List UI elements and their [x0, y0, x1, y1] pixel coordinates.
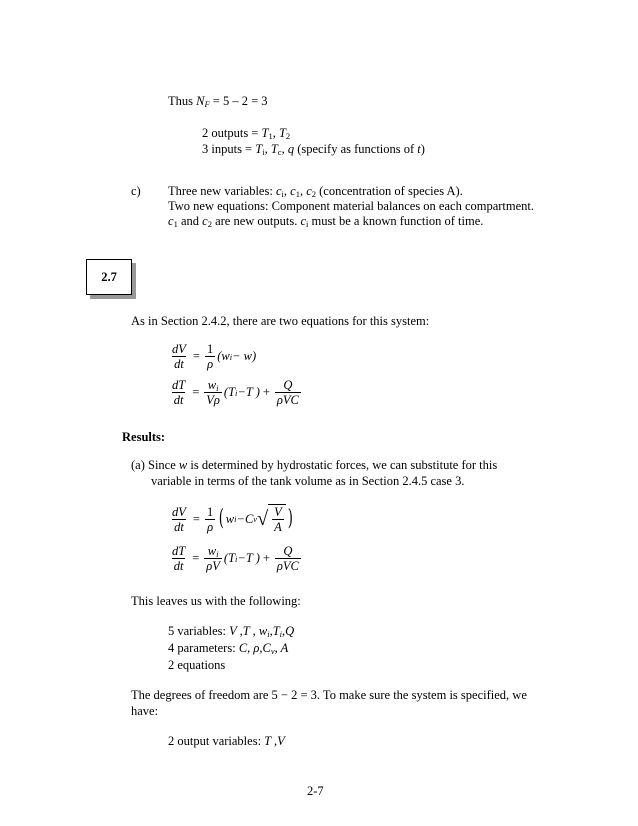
mid: ,T — [269, 624, 280, 638]
frac-1-rho — [205, 342, 215, 372]
q-symbol: q — [287, 142, 295, 156]
num: Q — [283, 544, 293, 558]
part-a-line1 — [131, 458, 497, 473]
den: ρVC — [276, 393, 299, 408]
open-paren: ( — [218, 506, 225, 532]
sep: , — [299, 184, 307, 198]
minus-cv: −C — [236, 511, 254, 526]
den: dt — [174, 357, 184, 372]
den: dt — [173, 393, 184, 408]
section-intro: As in Section 2.4.2, there are two equations for this system: — [131, 314, 430, 328]
t2-symbol: T — [278, 126, 286, 140]
c1-sub: 1 — [173, 219, 178, 229]
den: dt — [173, 559, 184, 574]
rhs-end: − w) — [232, 349, 257, 364]
c2-sub: 2 — [207, 219, 212, 229]
parameters-line — [168, 641, 288, 656]
equation-2: $\frac{dT}{dt}$ = $\frac{w_i}{V\rho}$ (T i −T ) + $\frac{Q}{\text{ρVC}}$ — [172, 378, 299, 408]
part-c-line3 — [168, 214, 483, 229]
equation-4: $\frac{dT}{dt}$ = $\frac{w_i}{\rho V}$ (T i −T ) + $\frac{Q}{\text{ρVC}}$ — [172, 544, 299, 574]
t1-symbol: T — [261, 126, 269, 140]
sep: , — [272, 126, 279, 140]
mid: are new outputs. — [211, 214, 301, 228]
num: 1 — [206, 504, 214, 519]
ti-close: −T ) — [237, 551, 260, 566]
num: dT — [172, 378, 186, 392]
dof-line2: have: — [131, 704, 159, 718]
ti-sub: i — [262, 147, 265, 157]
end: must be a known function of time. — [308, 214, 484, 228]
sep: , — [281, 142, 288, 156]
ti-open: (T — [223, 385, 236, 400]
wi-sub: i — [267, 629, 270, 639]
end: ,Q — [282, 624, 295, 638]
sep: , — [283, 184, 291, 198]
dof-line1 — [131, 688, 527, 703]
prefix: (a) Since — [131, 458, 179, 472]
frac-wi-rhoV — [204, 544, 222, 574]
equals: = — [192, 385, 200, 400]
equals: = — [192, 511, 200, 526]
frac-wi-Vrho — [204, 378, 222, 408]
num: dV — [172, 504, 186, 519]
results-label: Results: — [122, 430, 166, 444]
prefix: 2 output variables: — [168, 734, 265, 748]
w-symbol: w — [178, 458, 188, 472]
ti-symbol: T — [255, 142, 263, 156]
nf-prefix: Thus — [168, 94, 197, 108]
part-c-label: c) — [131, 184, 141, 198]
wi-sub: i — [216, 383, 219, 393]
plus: + — [262, 551, 270, 566]
c1-symbol: c — [290, 184, 296, 198]
list: T ,V — [264, 734, 285, 748]
close-paren: ) — [420, 142, 425, 156]
end: , A — [274, 641, 289, 655]
ti-open: (T — [223, 551, 236, 566]
num: 1 — [206, 342, 214, 356]
tc-symbol: T — [270, 142, 278, 156]
wi: w — [207, 378, 217, 392]
den: ρVC — [276, 559, 299, 574]
ci-sub: i — [281, 189, 284, 199]
line1-prefix: Three new variables: — [168, 184, 276, 198]
line1-suffix: (concentration of species A). — [316, 184, 463, 198]
frac-dT-dt — [170, 544, 187, 574]
t2-sub: 2 — [285, 131, 291, 141]
section-number: 2.7 — [101, 269, 117, 284]
den: Vρ — [206, 393, 220, 408]
ci-symbol: c — [275, 184, 282, 198]
variables-line — [168, 624, 294, 639]
num: dV — [172, 342, 186, 356]
ti-sub: i — [279, 629, 283, 639]
c2-sub: 2 — [311, 189, 316, 199]
inputs-line — [202, 142, 425, 157]
wi: w — [207, 544, 217, 558]
outputs-prefix: 2 outputs = — [202, 126, 262, 140]
c1-symbol: c — [168, 214, 174, 228]
wi: w — [225, 511, 235, 526]
tc-sub: c — [277, 147, 282, 157]
equation-1: $\frac{dV}{dt}$ = $\frac{1}{\rho}$ (w i − w) — [172, 342, 257, 372]
den: ρ — [207, 357, 214, 372]
ti-close: −T ) — [237, 385, 260, 400]
c2-symbol: c — [202, 214, 208, 228]
nf-subscript: F — [204, 99, 210, 109]
part-c-line2: Two new equations: Component material balances on each compartment. — [168, 199, 535, 213]
nf-rest: = 5 – 2 = 3 — [209, 94, 268, 108]
cv-sub: v — [270, 646, 275, 656]
t-symbol: t — [417, 142, 421, 156]
frac-dV-dt — [170, 342, 188, 372]
plus: + — [262, 385, 270, 400]
c2-symbol: c — [306, 184, 312, 198]
equals: = — [192, 551, 200, 566]
num: V — [274, 505, 282, 519]
nf-line — [168, 94, 268, 109]
frac-dV-dt — [170, 505, 188, 535]
frac-dT-dt — [170, 378, 187, 408]
rhs: (w — [217, 349, 230, 364]
part-a-line2: variable in terms of the tank volume as in Section 2.4.5 case 3. — [151, 474, 465, 488]
equation-3: $\frac{dV}{dt}$ = $\frac{1}{\rho}$ ( w i −C v √ $\frac{V}{A}$ ) — [172, 504, 293, 535]
equations-count: 2 equations — [168, 658, 226, 672]
num: Q — [283, 378, 293, 392]
frac-Q-rhoVC — [275, 544, 301, 574]
inputs-prefix: 3 inputs = — [202, 142, 256, 156]
output-variables-line — [168, 734, 285, 749]
and: and — [177, 214, 203, 228]
leaves-text: This leaves us with the following: — [131, 594, 301, 608]
wi-sub: i — [216, 549, 219, 559]
den: dt — [174, 519, 184, 534]
outputs-line — [202, 126, 290, 141]
t1-sub: 1 — [268, 131, 273, 141]
frac-Q-rhoVC — [275, 378, 301, 408]
nf-symbol: N — [196, 94, 205, 108]
sqrt — [257, 504, 286, 535]
den: ρV — [206, 559, 220, 574]
equals: = — [192, 349, 200, 364]
frac-1-rho — [205, 505, 215, 535]
radical-icon: √ — [257, 508, 269, 531]
sep: , — [264, 142, 271, 156]
frac-V-A — [272, 505, 284, 535]
section-number-box — [86, 259, 132, 295]
page-number: 2-7 — [307, 784, 324, 798]
inputs-note: (specify as functions of — [294, 142, 418, 156]
den: ρ — [207, 519, 214, 534]
prefix: 5 variables: — [168, 624, 230, 638]
params: C, ρ,C — [238, 641, 271, 655]
c1-sub: 1 — [295, 189, 300, 199]
part-c-line1 — [168, 184, 463, 199]
prefix: The degrees of freedom are — [131, 688, 272, 702]
den: A — [274, 520, 282, 535]
vars: V ,T , w — [229, 624, 268, 638]
num: dT — [172, 544, 186, 558]
suffix: . To make sure the system is specified, we — [316, 688, 527, 702]
suffix: is determined by hydrostatic forces, we can substitute for this — [187, 458, 498, 472]
ci-sub: i — [306, 219, 309, 229]
close-paren: ) — [287, 506, 293, 532]
ci-symbol: c — [300, 214, 307, 228]
prefix: 4 parameters: — [168, 641, 239, 655]
expr: 5 − 2 = 3 — [271, 688, 317, 702]
